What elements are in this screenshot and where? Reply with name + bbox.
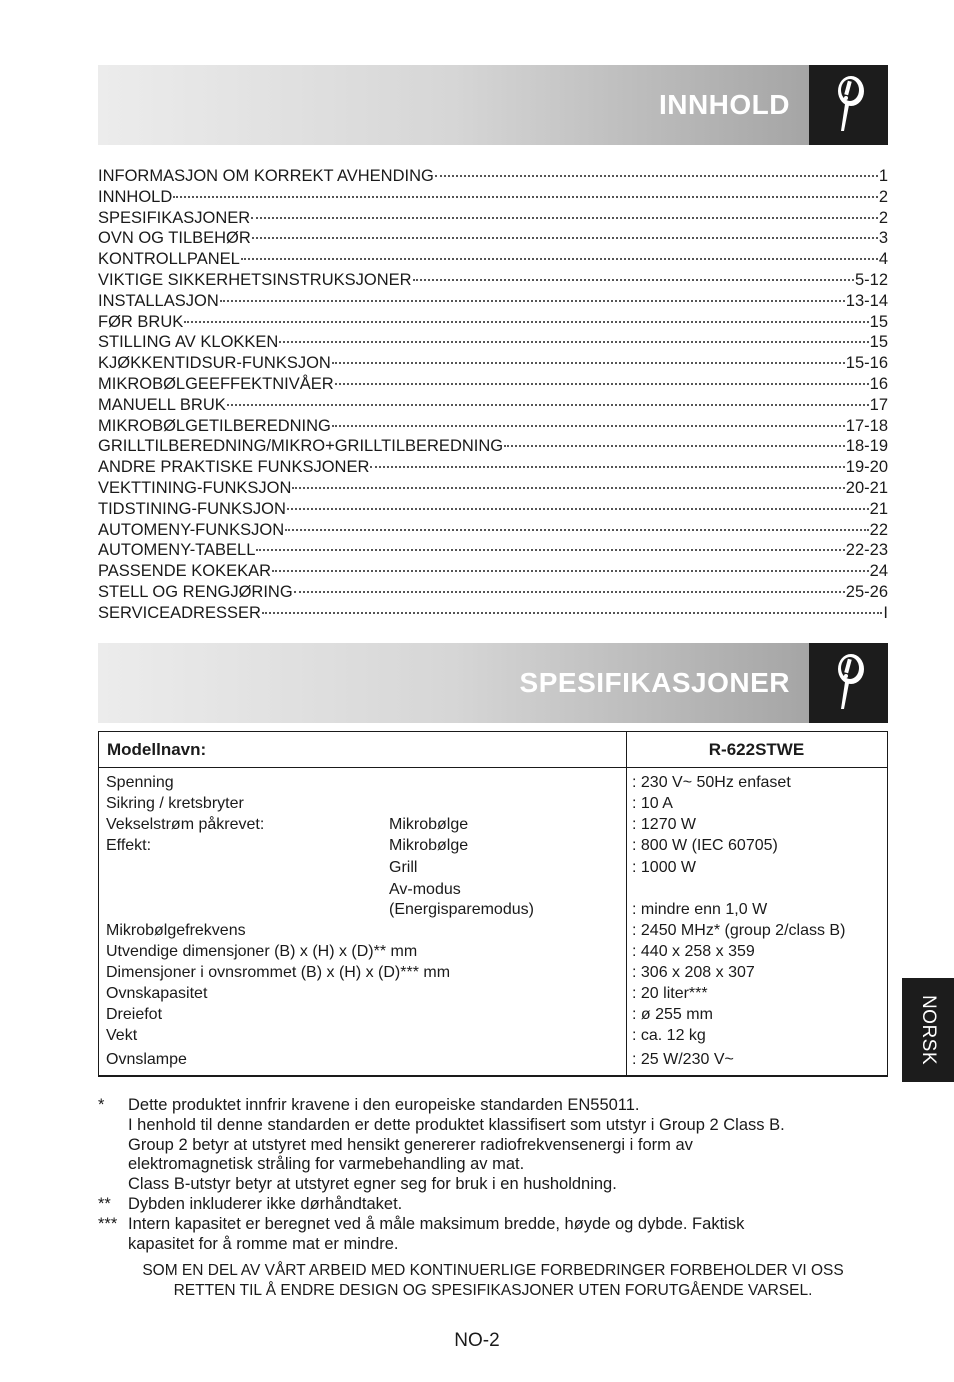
toc-leader xyxy=(262,598,882,618)
toc-page: 16 xyxy=(869,374,888,393)
contents-banner xyxy=(98,65,888,145)
toc-page: 15 xyxy=(869,312,888,331)
toc-label: INNHOLD xyxy=(98,187,173,206)
spec-title: SPESIFIKASJONER xyxy=(519,667,790,698)
toc-leader xyxy=(173,182,878,202)
footnote-line: elektromagnetisk stråling for varmebehandling av mat. xyxy=(128,1155,525,1174)
toc-page: 18-19 xyxy=(845,437,888,456)
toc-leader xyxy=(294,577,845,597)
toc-leader xyxy=(413,265,854,285)
toc-label: TIDSTINING-FUNKSJON xyxy=(98,499,286,518)
toc-label: STILLING AV KLOKKEN xyxy=(98,333,279,352)
toc-leader xyxy=(287,494,869,514)
footnote xyxy=(98,1096,888,1195)
toc-label: KONTROLLPANEL xyxy=(98,250,240,269)
spec-value: : 1270 W xyxy=(632,816,697,833)
toc-label: OVN OG TILBEHØR xyxy=(98,229,251,248)
toc-leader xyxy=(332,348,845,368)
spec-label: Dreiefot xyxy=(106,1006,163,1023)
spec-value: : 10 A xyxy=(632,795,673,812)
footnote-line: Group 2 betyr at utstyret med hensikt genererer radiofrekvensenergi i form av xyxy=(128,1135,693,1154)
spec-label: Spenning xyxy=(106,774,174,791)
toc-page: 17-18 xyxy=(845,416,888,435)
toc-label: MIKROBØLGETILBEREDNING xyxy=(98,416,331,435)
toc-label: AUTOMENY-FUNKSJON xyxy=(98,520,285,539)
toc-page: 24 xyxy=(869,562,888,581)
toc-leader xyxy=(252,223,878,243)
toc-label: KJØKKENTIDSUR-FUNKSJON xyxy=(98,354,331,373)
spec-sublabel: Grill xyxy=(389,859,418,876)
toc-page: 2 xyxy=(878,208,888,227)
footnote-text xyxy=(128,1096,888,1195)
disclaimer xyxy=(98,1261,888,1301)
toc-leader xyxy=(435,161,878,181)
spec-value: : 440 x 258 x 359 xyxy=(632,943,755,960)
toc-page: 4 xyxy=(878,250,888,269)
disclaimer-line: SOM EN DEL AV VÅRT ARBEID MED KONTINUERLIGE FORBEDRINGER FORBEHOLDER VI OSS xyxy=(142,1262,844,1279)
language-tab-label: NORSK xyxy=(918,994,939,1066)
toc-page: 20-21 xyxy=(845,478,888,497)
toc-leader xyxy=(285,515,869,535)
toc-leader xyxy=(227,390,869,410)
toc-page: 15-16 xyxy=(845,354,888,373)
spec-label: Mikrobølgefrekvens xyxy=(106,922,246,939)
toc-label: FØR BRUK xyxy=(98,312,184,331)
footnote-mark: * xyxy=(98,1096,105,1114)
disclaimer-line: RETTEN TIL Å ENDRE DESIGN OG SPESIFIKASJONER UTEN FORUTGÅENDE VARSEL. xyxy=(173,1282,813,1299)
toc-page: 15 xyxy=(869,333,888,352)
toc-label: SPESIFIKASJONER xyxy=(98,208,251,227)
info-pointer-icon xyxy=(809,65,888,145)
toc-entry xyxy=(98,327,888,352)
footnote-mark: ** xyxy=(98,1194,111,1213)
footnote-line: Dette produktet innfrir kravene i den europeiske standarden EN55011. xyxy=(128,1096,640,1114)
toc-leader xyxy=(370,452,844,472)
footnote-line: Class B-utstyr betyr at utstyret egner seg for bruk i en husholdning. xyxy=(128,1175,617,1194)
spec-label: Dimensjoner i ovnsrommet (B) x (H) x (D)*** mm xyxy=(106,964,451,981)
toc-page: 19-20 xyxy=(845,458,888,477)
toc-leader xyxy=(504,431,845,451)
footnote-line: I henhold til denne standarden er dette produktet klassifisert som utstyr i Group 2 Class B. xyxy=(128,1115,785,1134)
toc-label: VEKTTINING-FUNKSJON xyxy=(98,478,292,497)
toc-label: SERVICEADRESSER xyxy=(98,603,261,622)
footnote xyxy=(98,1215,888,1255)
toc-label: GRILLTILBEREDNING/MIKRO+GRILLTILBEREDNING xyxy=(98,437,504,456)
toc-label: VIKTIGE SIKKERHETSINSTRUKSJONER xyxy=(98,270,412,289)
spec-label: Sikring / kretsbryter xyxy=(106,795,244,812)
toc-leader xyxy=(332,411,845,431)
spec-value: : 2450 MHz* (group 2/class B) xyxy=(632,922,846,939)
language-tab xyxy=(902,978,954,1082)
toc-leader xyxy=(251,203,878,223)
page-number: NO-2 xyxy=(454,1330,500,1351)
spec-value: : mindre enn 1,0 W xyxy=(632,901,768,918)
spec-sublabel: Mikrobølge xyxy=(389,816,469,833)
spec-table xyxy=(98,731,888,1077)
footnote-text xyxy=(128,1215,888,1255)
toc-page: 5-12 xyxy=(854,270,888,289)
footnotes xyxy=(98,1096,888,1254)
spec-value: : 20 liter*** xyxy=(632,985,708,1002)
toc-page: 2 xyxy=(878,187,888,206)
spec-value: : 1000 W xyxy=(632,859,697,876)
toc-leader xyxy=(241,244,878,264)
contents-title: INNHOLD xyxy=(658,89,790,120)
spec-sublabel: Mikrobølge xyxy=(389,837,469,854)
toc-entry xyxy=(98,161,888,185)
toc-leader xyxy=(335,369,869,389)
toc-entry xyxy=(98,182,888,206)
toc-page: 25-26 xyxy=(845,582,888,601)
toc-entry xyxy=(98,203,888,227)
footnote-text xyxy=(128,1195,888,1215)
spec-value: : ca. 12 kg xyxy=(632,1027,706,1044)
model-label: Modellnavn: xyxy=(107,740,207,759)
spec-value: : 230 V~ 50Hz enfaset xyxy=(632,774,791,791)
toc-page: 13-14 xyxy=(845,291,888,310)
model-name: R-622STWE xyxy=(708,740,805,759)
spec-label: Ovnslampe xyxy=(106,1051,187,1068)
footnote-line: Dybden inkluderer ikke dørhåndtaket. xyxy=(128,1194,403,1213)
spec-label: Utvendige dimensjoner (B) x (H) x (D)** mm xyxy=(106,943,418,960)
toc-label: MANUELL BRUK xyxy=(98,395,226,414)
toc-label: STELL OG RENGJØRING xyxy=(98,582,293,601)
toc-label: PASSENDE KOKEKAR xyxy=(98,562,272,581)
spec-banner xyxy=(98,643,888,723)
toc-entry xyxy=(98,307,888,331)
footnote-mark: *** xyxy=(98,1214,118,1233)
toc-page: 21 xyxy=(869,499,888,518)
toc-page: 22 xyxy=(869,520,888,539)
info-pointer-icon xyxy=(809,643,888,723)
toc-label: MIKROBØLGEEFFEKTNIVÅER xyxy=(98,374,334,393)
toc-leader xyxy=(184,307,868,327)
toc-label: ANDRE PRAKTISKE FUNKSJONER xyxy=(98,458,370,477)
toc-label: INFORMASJON OM KORREKT AVHENDING xyxy=(98,167,434,185)
spec-label: Effekt: xyxy=(106,837,152,854)
footnote-line: Intern kapasitet er beregnet ved å måle maksimum bredde, høyde og dybde. Faktisk xyxy=(128,1214,745,1233)
table-of-contents xyxy=(98,161,888,622)
spec-label: Ovnskapasitet xyxy=(106,985,208,1002)
spec-value: : ø 255 mm xyxy=(632,1006,713,1023)
footnote-line: kapasitet for å romme mat er mindre. xyxy=(128,1234,399,1253)
toc-leader xyxy=(279,327,868,347)
toc-leader xyxy=(220,286,845,306)
footnote xyxy=(98,1195,888,1215)
toc-page: 1 xyxy=(878,167,888,185)
toc-leader xyxy=(272,556,869,576)
spec-label: Vekselstrøm påkrevet: xyxy=(106,816,265,833)
toc-leader xyxy=(256,535,844,555)
toc-page: 3 xyxy=(878,229,888,248)
toc-label: AUTOMENY-TABELL xyxy=(98,541,256,560)
toc-label: INSTALLASJON xyxy=(98,291,219,310)
toc-page: 22-23 xyxy=(845,541,888,560)
spec-label: Vekt xyxy=(106,1027,138,1044)
toc-page: 17 xyxy=(869,395,888,414)
spec-sublabel: Av-modus xyxy=(389,881,461,898)
toc-leader xyxy=(292,473,844,493)
spec-sublabel: (Energisparemodus) xyxy=(389,901,534,918)
spec-value: : 25 W/230 V~ xyxy=(632,1051,734,1068)
spec-value: : 800 W (IEC 60705) xyxy=(632,837,778,854)
spec-table-header xyxy=(99,732,887,768)
column-divider xyxy=(626,732,627,1075)
spec-value: : 306 x 208 x 307 xyxy=(632,964,755,981)
toc-page: I xyxy=(883,603,888,622)
